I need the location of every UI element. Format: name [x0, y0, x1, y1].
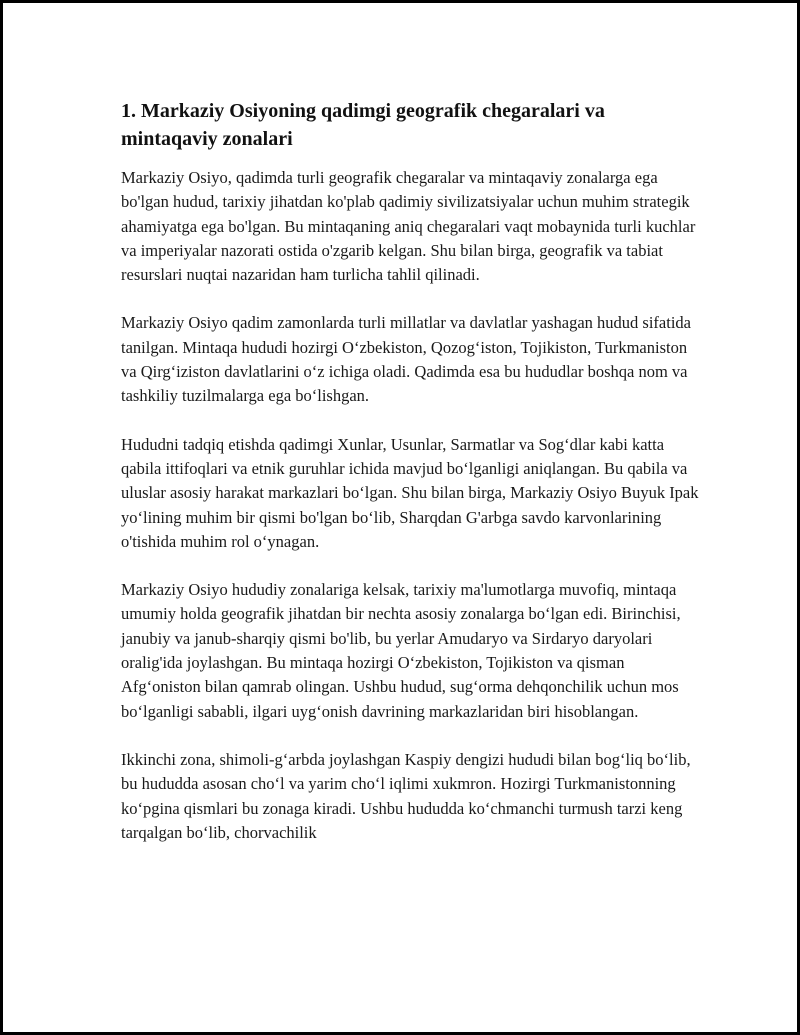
document-body	[121, 97, 701, 869]
paragraph: Markaziy Osiyo qadim zamonlarda turli millatlar va davlatlar yashagan hudud sifatida tanilgan. Mintaqa hududi hozirgi O‘zbekiston, Qozog‘iston, Tojikiston, Turkmaniston va Qirg‘iziston davlatlarini o‘z ichiga oladi. Qadimda esa bu hududlar boshqa nom va tashkiliy tuzilmalarga ega bo‘lishgan.	[121, 313, 691, 406]
paragraph: Ikkinchi zona, shimoli-g‘arbda joylashgan Kaspiy dengizi hududi bilan bog‘liq bo‘lib, bu hududda asosan cho‘l va yarim cho‘l iqlimi xukmron. Hozirgi Turkmanistonning ko‘pgina qismlari bu zonaga kiradi. Ushbu hududda ko‘chmanchi turmush tarzi keng tarqalgan bo‘lib, chorvachilik	[121, 749, 691, 842]
paragraph: Markaziy Osiyo, qadimda turli geografik chegaralar va mintaqaviy zonalarga ega bo'lgan hudud, tarixiy jihatdan ko'plab qadimiy sivilizatsiyalar uchun muhim strategik ahamiyatga ega bo'lgan. Bu mintaqaning aniq chegaralari vaqt mobaynida turli kuchlar va imperiyalar nazorati ostida o'zgarib kelgan. Shu bilan birga, geografik va tabiat resurslari nuqtai nazaridan ham turlicha tahlil qilinadi.	[121, 168, 696, 285]
section-title: 1. Markaziy Osiyoning qadimgi geografik chegaralari va mintaqaviy zonalari	[121, 100, 605, 150]
paragraph: Hududni tadqiq etishda qadimgi Xunlar, Usunlar, Sarmatlar va Sog‘dlar kabi katta qabila ittifoqlari va etnik guruhlar ichida mavjud bo‘lganligi aniqlangan. Bu qabila va uluslar asosiy harakat markazlari bo‘lgan. Shu bilan birga, Markaziy Osiyo Buyuk Ipak yo‘lining muhim bir qismi bo'lgan bo‘lib, Sharqdan G'arbga savdo karvonlarining o'tishida muhim rol o‘ynagan.	[121, 434, 699, 551]
paragraph: Markaziy Osiyo hududiy zonalariga kelsak, tarixiy ma'lumotlarga muvofiq, mintaqa umumiy holda geografik jihatdan bir nechta asosiy zonalarga bo‘lgan edi. Birinchisi, janubiy va janub-sharqiy qismi bo'lib, bu yerlar Amudaryo va Sirdaryo daryolari oralig'ida joylashgan. Bu mintaqa hozirgi O‘zbekiston, Tojikiston va qisman Afg‘oniston bilan qamrab olingan. Ushbu hudud, sug‘orma dehqonchilik uchun mos bo‘lganligi sababli, ilgari uyg‘onish davrining markazlaridan biri hisoblangan.	[121, 580, 681, 721]
